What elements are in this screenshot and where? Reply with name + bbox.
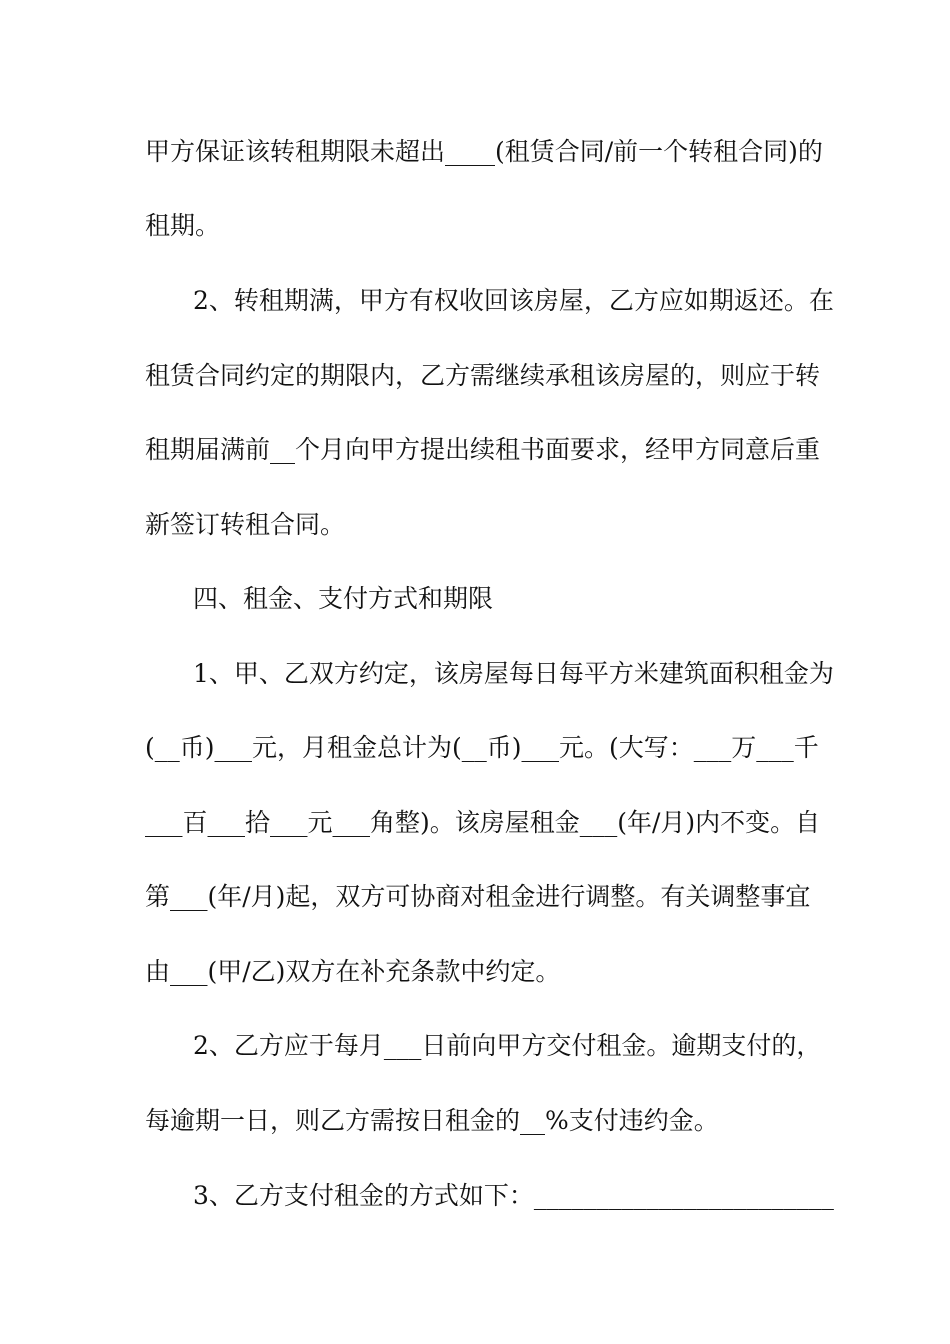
paragraph-line: 3、乙方支付租金的方式如下：________________________ — [193, 1181, 834, 1210]
paragraph-line: 甲方保证该转租期限未超出____(租赁合同/前一个转租合同)的 — [145, 137, 823, 166]
paragraph-line: 租期。 — [145, 211, 221, 240]
paragraph-line: (__币)___元，月租金总计为(__币)___元。(大写：___万___千 — [145, 733, 819, 762]
paragraph-line: 每逾期一日，则乙方需按日租金的__%支付违约金。 — [145, 1106, 719, 1135]
paragraph-line: ___百___拾___元___角整)。该房屋租金___(年/月)内不变。自 — [145, 808, 821, 837]
section-heading: 四、租金、支付方式和期限 — [193, 584, 494, 613]
paragraph-line: 第___(年/月)起，双方可协商对租金进行调整。有关调整事宜 — [145, 882, 811, 911]
paragraph-line: 租期届满前__个月向甲方提出续租书面要求，经甲方同意后重 — [145, 435, 821, 464]
paragraph-line: 1、甲、乙双方约定，该房屋每日每平方米建筑面积租金为 — [193, 659, 834, 688]
paragraph-line: 由___(甲/乙)双方在补充条款中约定。 — [145, 957, 561, 986]
paragraph-line: 2、乙方应于每月___日前向甲方交付租金。逾期支付的， — [193, 1031, 822, 1060]
paragraph-line: 新签订转租合同。 — [145, 510, 346, 539]
paragraph-line: 租赁合同约定的期限内，乙方需继续承租该房屋的，则应于转 — [145, 361, 821, 390]
paragraph-line: 2、转租期满，甲方有权收回该房屋，乙方应如期返还。在 — [193, 286, 834, 315]
